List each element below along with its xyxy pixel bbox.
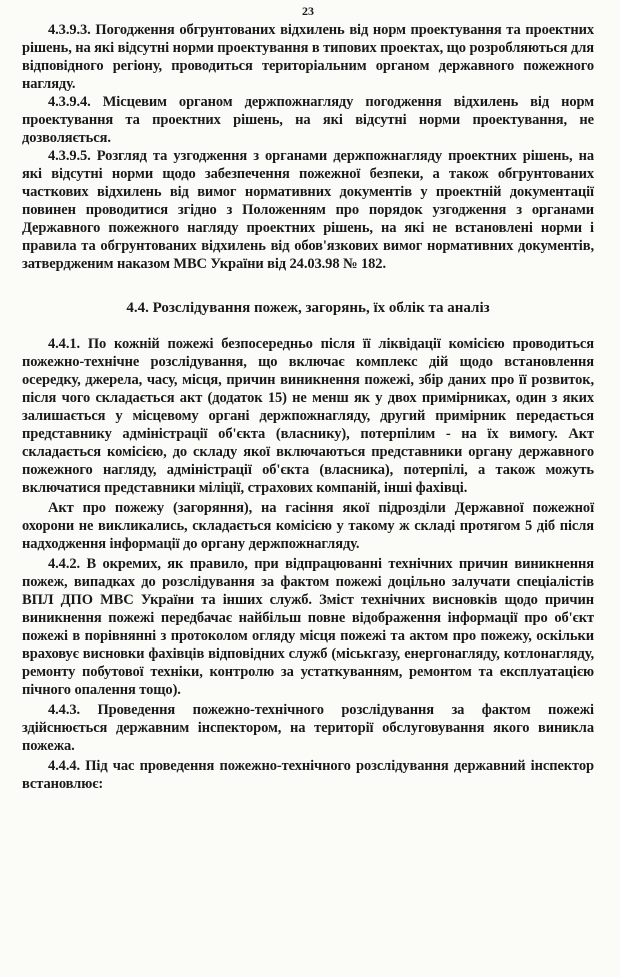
paragraph-4-4-1: 4.4.1. По кожній пожежі безпосередньо після її ліквідації комісією проводиться пожежно-технічне розслідування, що включає комплекс дій щодо встановлення осередку, джерела, часу, місця, причин виникнення пожежі, збір даних про її розвиток, після чого складається акт (додаток 15) не менш як у двох примірниках, один з яких залишається у місцевому органі держпожнагляду, другий примірник передається представнику адміністрації об'єкта (власнику), потерпілим - на їх вимогу. Акт складається комісією, до складу якої включаються представники органу державного пожежного нагляду, адміністрації об'єкта (власника), потерпілі, а також можуть включатися представники міліції, страхових компаній, інші фахівці. [22,336,594,496]
paragraph-4-3-9-4: 4.3.9.4. Місцевим органом держпожнагляду погодження відхилень від норм проектування та проектних рішень, на які відсутні норми проектування, не дозволяється. [22,94,594,146]
page-number: 23 [302,4,314,18]
paragraph-4-3-9-3: 4.3.9.3. Погодження обгрунтованих відхилень від норм проектування та проектних рішень, на які відсутні норми проектування в типових проектах, що розробляються для відповідного регіону, проводиться територіальним органом державного пожежного нагляду. [22,22,594,92]
paragraph-4-3-9-5: 4.3.9.5. Розгляд та узгодження з органами держпожнагляду проектних рішень, на які відсутні норми щодо забезпечення пожежної безпеки, а також обгрунтованих часткових відхилень від вимог нормативних документів у проектній документації повинен проводитися згідно з Положенням про порядок узгодження з органами Державного пожежного нагляду проектних рішень, на які не встановлені норми і правила та обгрунтованих відхилень від обов'язкових вимог нормативних документів, затвердженим наказом МВС України від 24.03.98 № 182. [22,148,594,272]
paragraph-act-fire: Акт про пожежу (загоряння), на гасіння якої підрозділи Державної пожежної охорони не викликались, складається комісією у такому ж складі протягом 5 діб після надходження інформації до органу держпожнагляду. [22,500,594,552]
paragraph-4-4-4: 4.4.4. Під час проведення пожежно-технічного розслідування державний інспектор встановлює: [22,758,594,792]
paragraph-4-4-3: 4.4.3. Проведення пожежно-технічного розслідування за фактом пожежі здійснюється державним інспектором, на території обслуговування якого виникла пожежа. [22,702,594,754]
paragraph-4-4-2: 4.4.2. В окремих, як правило, при відпрацюванні технічних причин виникнення пожеж, випадках до розслідування за фактом пожежі доцільно залучати спеціалістів ВПЛ ДПО МВС України та інших служб. Зміст технічних висновків щодо причин виникнення пожежі передбачає найбільш повне відображення інформації про об'єкт пожежі в порівнянні з протоколом огляду місця пожежі та актом про пожежу, оскільки враховує висновки фахівців відповідних служб (міськгазу, енергонагляду, котлонагляду, ремонту побутової техніки, контролю за устаткуванням, ремонтом та експлуатацією пічного опалення тощо). [22,556,594,698]
section-title: 4.4. Розслідування пожеж, загорянь, їх облік та аналіз [126,300,490,316]
